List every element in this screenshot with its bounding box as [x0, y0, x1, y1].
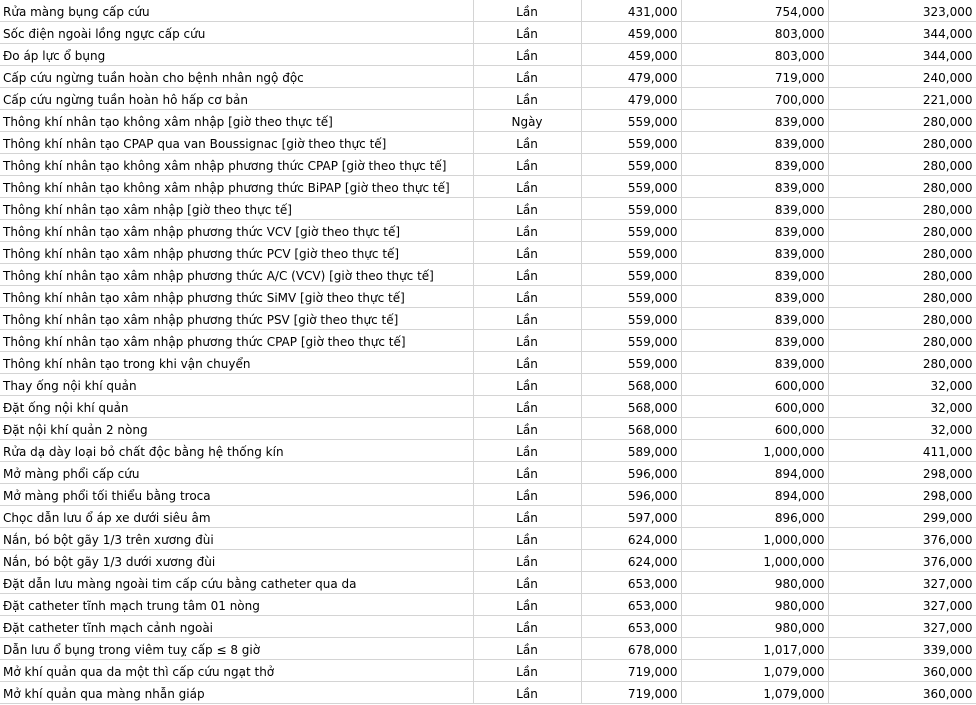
service-name-cell[interactable]: Thông khí nhân tạo không xâm nhập phương thức CPAP [giờ theo thực tế]	[0, 154, 473, 176]
unit-cell[interactable]: Lần	[473, 154, 581, 176]
difference-cell[interactable]: 298,000	[828, 462, 976, 484]
difference-cell[interactable]: 411,000	[828, 440, 976, 462]
table-row	[0, 374, 976, 396]
difference-cell[interactable]: 327,000	[828, 594, 976, 616]
table-row	[0, 198, 976, 220]
service-name-cell[interactable]: Thông khí nhân tạo xâm nhập phương thức PCV [giờ theo thực tế]	[0, 242, 473, 264]
price-cell[interactable]: 597,000	[581, 506, 681, 528]
table-row	[0, 616, 976, 638]
unit-cell[interactable]: Lần	[473, 330, 581, 352]
price-cell[interactable]: 839,000	[681, 308, 828, 330]
table-row	[0, 0, 976, 22]
service-name-cell[interactable]: Mở màng phổi cấp cứu	[0, 462, 473, 484]
price-cell[interactable]: 600,000	[681, 396, 828, 418]
price-cell[interactable]: 559,000	[581, 220, 681, 242]
price-cell[interactable]: 1,000,000	[681, 528, 828, 550]
price-cell[interactable]: 559,000	[581, 330, 681, 352]
price-cell[interactable]: 559,000	[581, 308, 681, 330]
unit-cell[interactable]: Lần	[473, 440, 581, 462]
difference-cell[interactable]: 32,000	[828, 418, 976, 440]
service-name-cell[interactable]: Đặt dẫn lưu màng ngoài tim cấp cứu bằng catheter qua da	[0, 572, 473, 594]
price-cell[interactable]: 719,000	[581, 660, 681, 682]
table-row	[0, 418, 976, 440]
service-name-cell[interactable]: Thông khí nhân tạo xâm nhập [giờ theo thực tế]	[0, 198, 473, 220]
price-cell[interactable]: 653,000	[581, 572, 681, 594]
price-cell[interactable]: 596,000	[581, 484, 681, 506]
unit-cell[interactable]: Ngày	[473, 110, 581, 132]
price-cell[interactable]: 719,000	[581, 682, 681, 704]
service-name-cell[interactable]: Thông khí nhân tạo xâm nhập phương thức VCV [giờ theo thực tế]	[0, 220, 473, 242]
table-row	[0, 484, 976, 506]
difference-cell[interactable]: 280,000	[828, 110, 976, 132]
price-cell[interactable]: 559,000	[581, 110, 681, 132]
unit-cell[interactable]: Lần	[473, 374, 581, 396]
difference-cell[interactable]: 280,000	[828, 176, 976, 198]
price-cell[interactable]: 568,000	[581, 418, 681, 440]
unit-cell[interactable]: Lần	[473, 66, 581, 88]
table-row	[0, 176, 976, 198]
service-name-cell[interactable]: Thông khí nhân tạo xâm nhập phương thức SiMV [giờ theo thực tế]	[0, 286, 473, 308]
difference-cell[interactable]: 339,000	[828, 638, 976, 660]
table-row	[0, 154, 976, 176]
service-name-cell[interactable]: Thông khí nhân tạo CPAP qua van Boussignac [giờ theo thực tế]	[0, 132, 473, 154]
unit-cell[interactable]: Lần	[473, 198, 581, 220]
difference-cell[interactable]: 344,000	[828, 22, 976, 44]
price-cell[interactable]: 803,000	[681, 44, 828, 66]
price-cell[interactable]: 719,000	[681, 66, 828, 88]
service-name-cell[interactable]: Rửa dạ dày loại bỏ chất độc bằng hệ thống kín	[0, 440, 473, 462]
difference-cell[interactable]: 280,000	[828, 352, 976, 374]
table-row	[0, 352, 976, 374]
table-row	[0, 22, 976, 44]
unit-cell[interactable]: Lần	[473, 220, 581, 242]
table-row	[0, 242, 976, 264]
service-name-cell[interactable]: Chọc dẫn lưu ổ áp xe dưới siêu âm	[0, 506, 473, 528]
price-cell[interactable]: 559,000	[581, 286, 681, 308]
service-name-cell[interactable]: Mở khí quản qua da một thì cấp cứu ngạt thở	[0, 660, 473, 682]
service-name-cell[interactable]: Thông khí nhân tạo không xâm nhập phương thức BiPAP [giờ theo thực tế]	[0, 176, 473, 198]
difference-cell[interactable]: 360,000	[828, 682, 976, 704]
difference-cell[interactable]: 32,000	[828, 396, 976, 418]
table-row	[0, 286, 976, 308]
unit-cell[interactable]: Lần	[473, 88, 581, 110]
service-name-cell[interactable]: Đặt catheter tĩnh mạch cảnh ngoài	[0, 616, 473, 638]
table-row	[0, 132, 976, 154]
difference-cell[interactable]: 360,000	[828, 660, 976, 682]
price-cell[interactable]: 1,000,000	[681, 440, 828, 462]
price-cell[interactable]: 600,000	[681, 374, 828, 396]
difference-cell[interactable]: 280,000	[828, 308, 976, 330]
unit-cell[interactable]: Lần	[473, 286, 581, 308]
price-cell[interactable]: 839,000	[681, 176, 828, 198]
table-row	[0, 462, 976, 484]
table-row	[0, 440, 976, 462]
difference-cell[interactable]: 280,000	[828, 330, 976, 352]
price-cell[interactable]: 479,000	[581, 66, 681, 88]
service-name-cell[interactable]: Thông khí nhân tạo trong khi vận chuyển	[0, 352, 473, 374]
price-cell[interactable]: 839,000	[681, 286, 828, 308]
unit-cell[interactable]: Lần	[473, 396, 581, 418]
table-row	[0, 220, 976, 242]
table-row	[0, 308, 976, 330]
service-name-cell[interactable]: Thông khí nhân tạo xâm nhập phương thức CPAP [giờ theo thực tế]	[0, 330, 473, 352]
service-name-cell[interactable]: Thay ống nội khí quản	[0, 374, 473, 396]
unit-cell[interactable]: Lần	[473, 242, 581, 264]
unit-cell[interactable]: Lần	[473, 264, 581, 286]
price-cell[interactable]: 559,000	[581, 242, 681, 264]
service-name-cell[interactable]: Đo áp lực ổ bụng	[0, 44, 473, 66]
service-name-cell[interactable]: Đặt ống nội khí quản	[0, 396, 473, 418]
table-row	[0, 330, 976, 352]
unit-cell[interactable]: Lần	[473, 0, 581, 22]
price-cell[interactable]: 559,000	[581, 176, 681, 198]
price-cell[interactable]: 839,000	[681, 220, 828, 242]
service-name-cell[interactable]: Đặt nội khí quản 2 nòng	[0, 418, 473, 440]
price-cell[interactable]: 559,000	[581, 132, 681, 154]
price-cell[interactable]: 459,000	[581, 44, 681, 66]
price-cell[interactable]: 559,000	[581, 264, 681, 286]
table-row	[0, 638, 976, 660]
table-row	[0, 594, 976, 616]
price-cell[interactable]: 479,000	[581, 88, 681, 110]
price-cell[interactable]: 568,000	[581, 374, 681, 396]
table-row	[0, 660, 976, 682]
difference-cell[interactable]: 280,000	[828, 198, 976, 220]
unit-cell[interactable]: Lần	[473, 682, 581, 704]
difference-cell[interactable]: 298,000	[828, 484, 976, 506]
price-cell[interactable]: 459,000	[581, 22, 681, 44]
price-cell[interactable]: 559,000	[581, 198, 681, 220]
table-row	[0, 264, 976, 286]
price-cell[interactable]: 624,000	[581, 528, 681, 550]
unit-cell[interactable]: Lần	[473, 352, 581, 374]
unit-cell[interactable]: Lần	[473, 462, 581, 484]
price-cell[interactable]: 980,000	[681, 594, 828, 616]
service-name-cell[interactable]: Đặt catheter tĩnh mạch trung tâm 01 nòng	[0, 594, 473, 616]
table-row	[0, 396, 976, 418]
service-name-cell[interactable]: Rửa màng bụng cấp cứu	[0, 0, 473, 22]
price-cell[interactable]: 653,000	[581, 594, 681, 616]
service-name-cell[interactable]: Mở khí quản qua màng nhẫn giáp	[0, 682, 473, 704]
difference-cell[interactable]: 280,000	[828, 264, 976, 286]
price-cell[interactable]: 839,000	[681, 242, 828, 264]
difference-cell[interactable]: 280,000	[828, 286, 976, 308]
unit-cell[interactable]: Lần	[473, 528, 581, 550]
price-cell[interactable]: 678,000	[581, 638, 681, 660]
table-row	[0, 528, 976, 550]
service-name-cell[interactable]: Dẫn lưu ổ bụng trong viêm tuỵ cấp ≤ 8 giờ	[0, 638, 473, 660]
price-cell[interactable]: 839,000	[681, 110, 828, 132]
service-name-cell[interactable]: Thông khí nhân tạo xâm nhập phương thức PSV [giờ theo thực tế]	[0, 308, 473, 330]
unit-cell[interactable]: Lần	[473, 616, 581, 638]
price-cell[interactable]: 980,000	[681, 572, 828, 594]
table-row	[0, 44, 976, 66]
service-name-cell[interactable]: Thông khí nhân tạo không xâm nhập [giờ theo thực tế]	[0, 110, 473, 132]
difference-cell[interactable]: 299,000	[828, 506, 976, 528]
unit-cell[interactable]: Lần	[473, 418, 581, 440]
unit-cell[interactable]: Lần	[473, 484, 581, 506]
service-name-cell[interactable]: Cấp cứu ngừng tuần hoàn cho bệnh nhân ngộ độc	[0, 66, 473, 88]
unit-cell[interactable]: Lần	[473, 506, 581, 528]
unit-cell[interactable]: Lần	[473, 44, 581, 66]
unit-cell[interactable]: Lần	[473, 132, 581, 154]
price-cell[interactable]: 894,000	[681, 484, 828, 506]
difference-cell[interactable]: 280,000	[828, 154, 976, 176]
table-row	[0, 550, 976, 572]
price-cell[interactable]: 839,000	[681, 198, 828, 220]
table-row	[0, 506, 976, 528]
price-cell[interactable]: 559,000	[581, 352, 681, 374]
table-row	[0, 110, 976, 132]
service-name-cell[interactable]: Nắn, bó bột gãy 1/3 trên xương đùi	[0, 528, 473, 550]
price-cell[interactable]: 1,000,000	[681, 550, 828, 572]
unit-cell[interactable]: Lần	[473, 660, 581, 682]
price-cell[interactable]: 839,000	[681, 132, 828, 154]
unit-cell[interactable]: Lần	[473, 594, 581, 616]
price-cell[interactable]: 559,000	[581, 154, 681, 176]
price-cell[interactable]: 980,000	[681, 616, 828, 638]
difference-cell[interactable]: 240,000	[828, 66, 976, 88]
difference-cell[interactable]: 323,000	[828, 0, 976, 22]
price-cell[interactable]: 803,000	[681, 22, 828, 44]
price-cell[interactable]: 653,000	[581, 616, 681, 638]
difference-cell[interactable]: 327,000	[828, 616, 976, 638]
service-name-cell[interactable]: Mở màng phổi tối thiểu bằng troca	[0, 484, 473, 506]
service-name-cell[interactable]: Nắn, bó bột gãy 1/3 dưới xương đùi	[0, 550, 473, 572]
difference-cell[interactable]: 376,000	[828, 550, 976, 572]
difference-cell[interactable]: 221,000	[828, 88, 976, 110]
table-row	[0, 572, 976, 594]
price-cell[interactable]: 596,000	[581, 462, 681, 484]
service-name-cell[interactable]: Cấp cứu ngừng tuần hoàn hô hấp cơ bản	[0, 88, 473, 110]
difference-cell[interactable]: 327,000	[828, 572, 976, 594]
unit-cell[interactable]: Lần	[473, 550, 581, 572]
difference-cell[interactable]: 280,000	[828, 242, 976, 264]
price-cell[interactable]: 894,000	[681, 462, 828, 484]
difference-cell[interactable]: 376,000	[828, 528, 976, 550]
table-row	[0, 88, 976, 110]
price-cell[interactable]: 700,000	[681, 88, 828, 110]
price-cell[interactable]: 624,000	[581, 550, 681, 572]
table-row	[0, 66, 976, 88]
difference-cell[interactable]: 280,000	[828, 132, 976, 154]
unit-cell[interactable]: Lần	[473, 572, 581, 594]
unit-cell[interactable]: Lần	[473, 638, 581, 660]
price-cell[interactable]: 1,079,000	[681, 660, 828, 682]
price-cell[interactable]: 896,000	[681, 506, 828, 528]
difference-cell[interactable]: 32,000	[828, 374, 976, 396]
service-name-cell[interactable]: Sốc điện ngoài lồng ngực cấp cứu	[0, 22, 473, 44]
service-name-cell[interactable]: Thông khí nhân tạo xâm nhập phương thức A/C (VCV) [giờ theo thực tế]	[0, 264, 473, 286]
price-cell[interactable]: 431,000	[581, 0, 681, 22]
price-cell[interactable]: 1,017,000	[681, 638, 828, 660]
difference-cell[interactable]: 280,000	[828, 220, 976, 242]
price-cell[interactable]: 568,000	[581, 396, 681, 418]
unit-cell[interactable]: Lần	[473, 22, 581, 44]
table-row	[0, 682, 976, 704]
price-cell[interactable]: 1,079,000	[681, 682, 828, 704]
unit-cell[interactable]: Lần	[473, 308, 581, 330]
difference-cell[interactable]: 344,000	[828, 44, 976, 66]
price-cell[interactable]: 600,000	[681, 418, 828, 440]
price-cell[interactable]: 589,000	[581, 440, 681, 462]
price-cell[interactable]: 839,000	[681, 352, 828, 374]
price-cell[interactable]: 839,000	[681, 330, 828, 352]
unit-cell[interactable]: Lần	[473, 176, 581, 198]
price-cell[interactable]: 839,000	[681, 264, 828, 286]
price-cell[interactable]: 754,000	[681, 0, 828, 22]
price-cell[interactable]: 839,000	[681, 154, 828, 176]
